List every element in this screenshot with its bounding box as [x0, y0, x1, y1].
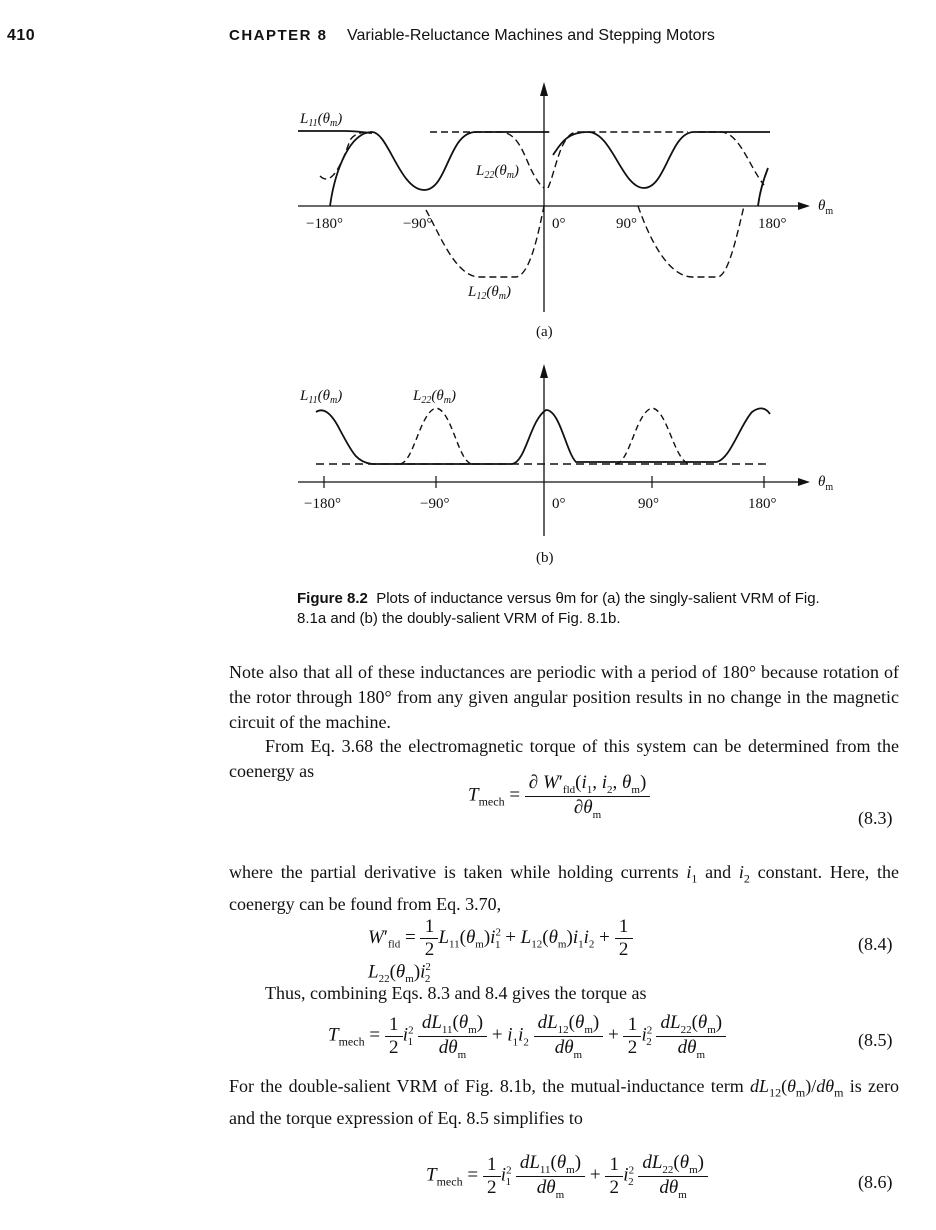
panel-b-y-arrow: [540, 364, 548, 378]
chapter-label: CHAPTER 8: [229, 27, 328, 44]
panel-b-tick-0: 0°: [552, 496, 566, 512]
equation-8-4: $W'_{fld}$ = $\frac{1}{2}$ $L_{11}(\theta_m)i^2_1 + L_{12}(\theta_m)i_1i_2$ + $\frac{1}{2}$ $L_{22}(\theta_m)i^2_2$: [368, 916, 695, 985]
panel-a-axis-theta: $\theta_m$: [818, 198, 834, 217]
paragraph-double-salient: For the double-salient VRM of Fig. 8.1b, the mutual-inductance term $dL_{12}(\theta_m)/d\theta_m$ is zero and the torque expression of Eq. 8.5 simplifies to: [229, 1076, 900, 1128]
panel-b-label-l22: $L_{22}(\theta_m)$: [413, 388, 456, 406]
figure-diagram: [0, 0, 936, 580]
equation-number-8-3: (8.3): [858, 808, 893, 828]
equation-number-8-6: (8.6): [858, 1172, 893, 1192]
panel-a-curve-l11-right: [758, 168, 768, 206]
panel-a-tick-0: 0°: [552, 216, 566, 232]
panel-a-tick-180: 180°: [758, 216, 787, 232]
panel-b-curve-l11: [316, 408, 770, 464]
panel-b-axis-theta: $\theta_m$: [818, 474, 834, 493]
panel-b-tick-neg180: −180°: [304, 496, 341, 512]
panel-a-label-l11: $L_{11}(\theta_m)$: [300, 111, 343, 129]
chapter-title: Variable-Reluctance Machines and Stepping Motors: [347, 27, 715, 44]
equation-8-6: $T_{mech}$ = $\frac{1}{2}$ $i^2_1$ $\frac{dL_{11}(\theta_m)}{d\theta_m}$ + $\frac{1}{2}$ $i^2_2$ $\frac{dL_{22}(\theta_m)}{d\theta_m}$: [426, 1152, 708, 1201]
figure-caption-text: Plots of inductance versus θm for (a) the singly-salient VRM of Fig. 8.1a and (b) the doubly-salient VRM of Fig. 8.1b.: [297, 590, 820, 627]
paragraph-periodicity: Note also that all of these inductances are periodic with a period of 180° because rotation of the rotor through 180° from any given angular position results in no change in the magnetic circuit of the machine.: [229, 662, 899, 732]
page-number: 410: [7, 27, 36, 44]
panel-a: [298, 82, 833, 340]
panel-b-tick-180: 180°: [748, 496, 777, 512]
equation-number-8-4: (8.4): [858, 934, 893, 954]
panel-b-curve-l22: [400, 408, 690, 464]
panel-b-tick-90: 90°: [638, 496, 659, 512]
panel-b: [298, 364, 833, 566]
equation-8-5: $T_{mech}$ = $\frac{1}{2}$ $i^2_1$ $\frac{dL_{11}(\theta_m)}{d\theta_m}$ + $i_1i_2$ $\frac{dL_{12}(\theta_m)}{d\theta_m}$ + $\frac{1}{2}$ $i^2_2$ $\frac{dL_{22}(\theta_m)}{d\theta_m}$: [328, 1012, 726, 1061]
panel-b-x-arrow: [798, 478, 810, 486]
panel-a-tick-neg180: −180°: [306, 216, 343, 232]
panel-b-label: (b): [536, 550, 554, 566]
panel-a-curve-l11-edge: [330, 132, 372, 206]
panel-a-tick-90: 90°: [616, 216, 637, 232]
panel-a-label-l22: $L_{22}(\theta_m)$: [476, 163, 519, 181]
paragraph-partial-derivative: where the partial derivative is taken while holding currents $i_1$ and $i_2$ constant. Here, the coenergy can be found from Eq. 3.70,: [229, 862, 900, 914]
figure-caption: [297, 589, 837, 629]
p3-text-b: and: [705, 862, 732, 882]
panel-a-label-l12: $L_{12}(\theta_m)$: [468, 284, 511, 302]
figure-caption-label: Figure 8.2: [297, 590, 368, 607]
panel-a-curve-l11: [298, 131, 770, 190]
equation-8-3: $T_{mech}$ = $\frac{\partial W'_{fld}(i_1, i_2, \theta_m)}{\partial\theta_m}$: [468, 772, 650, 821]
panel-a-curve-l12: [426, 206, 744, 277]
paragraph-combining: Thus, combining Eqs. 8.3 and 8.4 gives the torque as: [265, 983, 647, 1003]
equation-number-8-5: (8.5): [858, 1030, 893, 1050]
panel-a-label: (a): [536, 324, 553, 340]
panel-b-label-l11: $L_{11}(\theta_m)$: [300, 388, 343, 406]
p5-text-b: is zero and the torque expression of Eq. 8.5 simplifies to: [229, 1076, 900, 1128]
panel-b-tick-neg90: −90°: [420, 496, 450, 512]
panel-a-x-arrow: [798, 202, 810, 210]
panel-a-y-arrow: [540, 82, 548, 96]
paragraph-coenergy-intro: From Eq. 3.68 the electromagnetic torque of this system can be determined from the coenergy as: [229, 736, 899, 781]
p3-text-a: where the partial derivative is taken while holding currents: [229, 862, 679, 882]
panel-a-tick-neg90: −90°: [403, 216, 433, 232]
p3-text-c: constant. Here, the coenergy can be found from Eq. 3.70,: [229, 862, 900, 914]
p5-text-a: For the double-salient VRM of Fig. 8.1b, the mutual-inductance term: [229, 1076, 744, 1096]
panel-a-curve-l22: [320, 132, 764, 188]
